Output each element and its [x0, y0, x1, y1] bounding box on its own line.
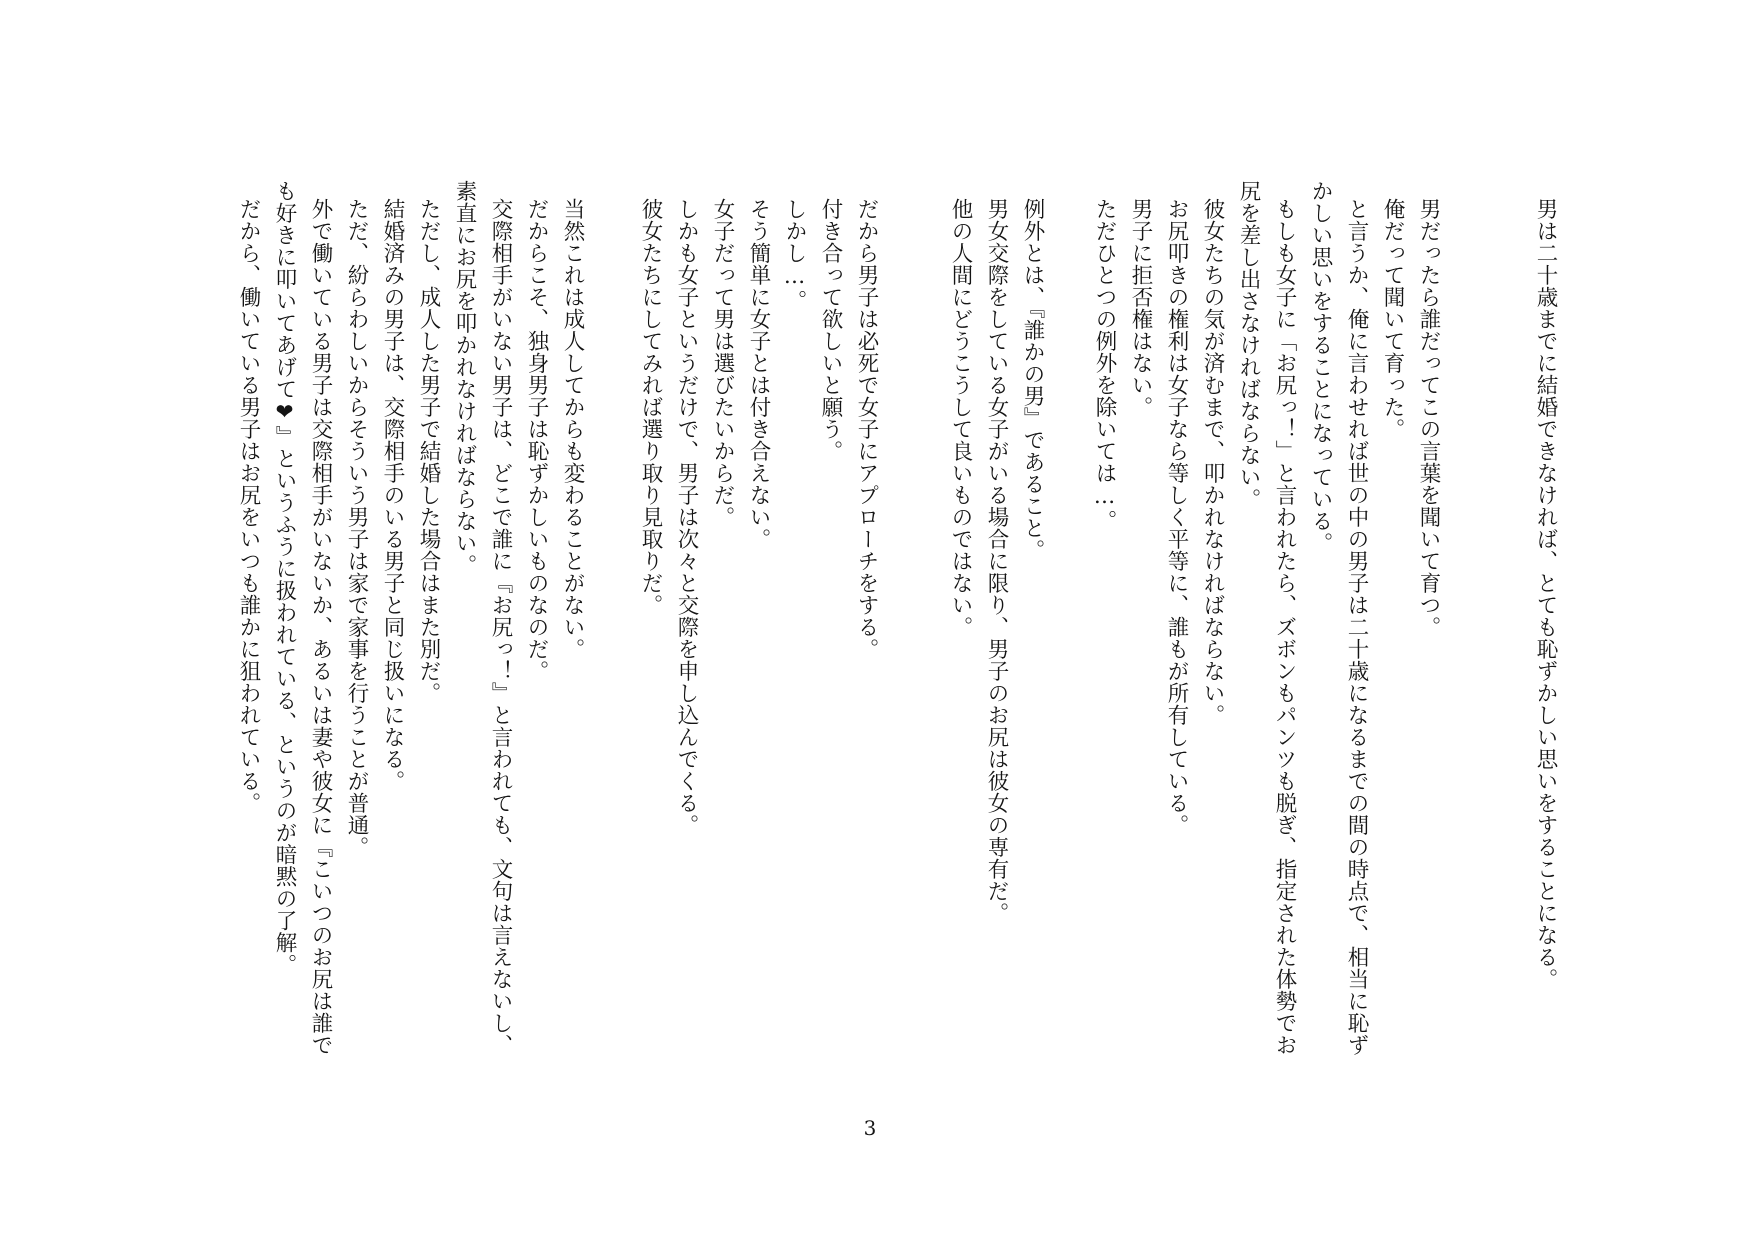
text-column-13: 男女交際をしている女子がいる場合に限り、男子のお尻は彼女の専有だ。 [984, 198, 1009, 924]
text-column-1: 男は二十歳までに結婚できなければ、とても恥ずかしい思いをすることになる。 [1533, 198, 1558, 990]
text-column-14: 他の人間にどうこうして良いものではない。 [948, 198, 973, 638]
text-column-23: だからこそ、独身男子は恥ずかしいものなのだ。 [524, 198, 549, 682]
text-column-4: と言うか、俺に言わせれば世の中の男子は二十歳になるまでの間の時点で、相当に恥ず [1344, 198, 1369, 1056]
text-column-22: 当然これは成人してからも変わることがない。 [560, 198, 585, 660]
text-column-5: かしい思いをすることになっている。 [1308, 180, 1333, 554]
text-column-29: 外で働いている男子は交際相手がいないか、あるいは妻や彼女に『こいつのお尻は誰で [308, 198, 333, 1056]
text-column-26: ただし、成人した男子で結婚した場合はまた別だ。 [416, 198, 441, 704]
text-column-10: 男子に拒否権はない。 [1128, 198, 1153, 418]
text-column-9: お尻叩きの権利は女子なら等しく平等に、誰もが所有している。 [1164, 198, 1189, 836]
text-column-27: 結婚済みの男子は、交際相手のいる男子と同じ扱いになる。 [380, 198, 405, 792]
text-column-12: 例外とは、『誰かの男』であること。 [1020, 198, 1045, 562]
text-column-8: 彼女たちの気が済むまで、叩かれなければならない。 [1200, 198, 1225, 726]
text-column-19: 女子だって男は選びたいからだ。 [710, 198, 735, 528]
text-column-6: もしも女子に「お尻っ！」と言われたら、ズボンもパンツも脱ぎ、指定された体勢でお [1272, 198, 1297, 1056]
text-column-20: しかも女子というだけで、男子は次々と交際を申し込んでくる。 [674, 198, 699, 836]
text-column-24: 交際相手がいない男子は、どこで誰に『お尻っ！』と言われても、文句は言えないし、 [488, 198, 513, 1056]
text-column-25: 素直にお尻を叩かれなければならない。 [452, 180, 477, 576]
text-column-2: 男だったら誰だってこの言葉を聞いて育つ。 [1416, 198, 1441, 638]
text-column-11: ただひとつの例外を除いては…。 [1092, 198, 1117, 532]
text-column-30: も好きに叩いてあげて❤』というふうに扱われている、というのが暗黙の了解。 [272, 180, 297, 976]
text-column-17: しかし…。 [782, 198, 807, 312]
text-column-28: ただ、紛らわしいからそういう男子は家で家事を行うことが普通。 [344, 198, 369, 858]
text-column-21: 彼女たちにしてみれば選り取り見取りだ。 [638, 198, 663, 616]
text-column-16: 付き合って欲しいと願う。 [818, 198, 843, 462]
text-column-3: 俺だって聞いて育った。 [1380, 198, 1405, 440]
text-column-18: そう簡単に女子とは付き合えない。 [746, 198, 771, 550]
text-column-7: 尻を差し出さなければならない。 [1236, 180, 1261, 510]
text-column-31: だから、働いている男子はお尻をいつも誰かに狙われている。 [236, 198, 261, 814]
text-column-15: だから男子は必死で女子にアプローチをする。 [854, 198, 879, 660]
page-number: 3 [863, 1116, 877, 1140]
